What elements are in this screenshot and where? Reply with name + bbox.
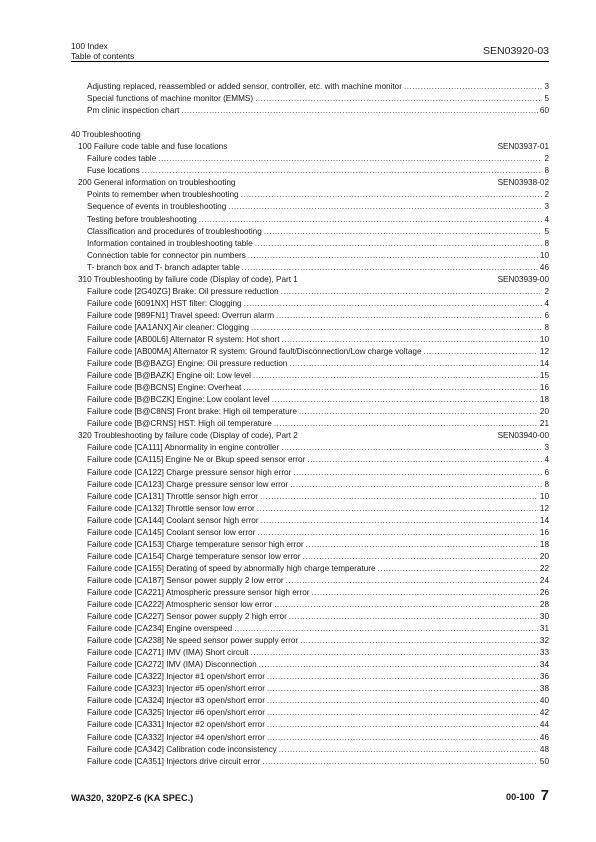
footer-page-info — [506, 787, 549, 804]
toc-entry-title: Failure code [CA187] Sensor power supply 2 low error — [87, 575, 284, 585]
toc-entry[interactable] — [71, 491, 549, 503]
toc-entry-title: Failure code [CA132] Throttle sensor low error — [87, 503, 255, 513]
toc-entry-title: Failure code [AA1ANX] Air cleaner: Clogging — [87, 322, 250, 332]
toc-entry-title: Failure code [6091NX] HST filter: Clogging — [87, 298, 242, 308]
toc-entry-page: 32 — [539, 636, 549, 646]
toc-entry-title: Failure code [CA331] Injector #2 open/short error — [87, 720, 265, 730]
toc-entry-title: Failure code [CA238] Ne speed sensor power supply error — [87, 636, 299, 646]
toc-entry-page: 48 — [539, 744, 549, 754]
dot-leader — [199, 214, 543, 226]
dot-leader — [181, 105, 538, 117]
dot-leader — [289, 611, 538, 623]
toc-entry[interactable] — [71, 587, 549, 599]
toc-entry[interactable] — [71, 611, 549, 623]
dot-leader — [257, 503, 538, 515]
toc-entry[interactable] — [71, 201, 549, 213]
subsection-doc-code: SEN03937-01 — [497, 142, 549, 152]
toc-entry-title: Adjusting replaced, reassembled or added sensor, controller, etc. with machine monitor — [87, 82, 402, 91]
header-index-label: 100 Index — [71, 41, 108, 51]
toc-entry-page: 8 — [544, 479, 549, 489]
subsection-title: 200 General information on troubleshooting — [78, 178, 236, 188]
toc-entry-page: 10 — [539, 250, 549, 260]
toc-entry-title: Pm clinic inspection chart — [87, 106, 180, 116]
subsection-heading[interactable] — [71, 274, 549, 286]
toc-entry-page: 3 — [544, 443, 549, 453]
dot-leader — [274, 418, 538, 430]
toc-entry-page: 3 — [544, 82, 549, 91]
toc-entry-page: 60 — [539, 106, 549, 116]
toc-entry-page: 26 — [539, 587, 549, 597]
toc-entry[interactable] — [71, 695, 549, 707]
toc-entry[interactable] — [71, 165, 549, 177]
toc-entry-page: 40 — [539, 696, 549, 706]
toc-entry-title: Connection table for connector pin numbers — [87, 250, 246, 260]
toc-entry-title: Failure code [CA323] Injector #5 open/short error — [87, 684, 265, 694]
toc-entry[interactable] — [71, 744, 549, 756]
toc-entry-title: Classification and procedures of troubleshooting — [87, 226, 262, 236]
dot-leader — [281, 286, 543, 298]
subsection-title: 310 Troubleshooting by failure code (Display of code), Part 1 — [78, 274, 298, 284]
toc-entry[interactable] — [71, 551, 549, 563]
toc-entry[interactable] — [71, 346, 549, 358]
toc-entry-title: Failure code [CA222] Atmospheric sensor low error — [87, 600, 273, 610]
subsection-doc-code: SEN03940-00 — [497, 431, 549, 441]
toc-entry-page: 2 — [544, 286, 549, 296]
toc-entry[interactable] — [71, 575, 549, 587]
dot-leader — [158, 153, 542, 165]
toc-entry[interactable] — [71, 394, 549, 406]
toc-entry-page: 31 — [539, 624, 549, 634]
toc-entry-title: Failure code [AB00L6] Alternator R system: Hot short — [87, 334, 280, 344]
subsection-doc-code: SEN03939-00 — [497, 274, 549, 284]
toc-entry-page: 10 — [539, 491, 549, 501]
toc-entry-title: Failure code [CA342] Calibration code inconsistency — [87, 744, 277, 754]
toc-entry[interactable] — [71, 226, 549, 238]
toc-entry[interactable] — [71, 153, 549, 165]
toc-entry[interactable] — [71, 105, 549, 117]
toc-entry-title: Fuse locations — [87, 166, 140, 176]
toc-entry[interactable] — [71, 503, 549, 515]
page-header-title — [71, 42, 134, 61]
dot-leader — [267, 719, 538, 731]
toc-entry[interactable] — [71, 635, 549, 647]
dot-leader — [267, 695, 538, 707]
toc-entry-title: Failure code [B@BAZG] Engine: Oil pressure reduction — [87, 359, 288, 369]
dot-leader — [241, 189, 543, 201]
toc-entry-page: 4 — [544, 455, 549, 465]
toc-entry[interactable] — [71, 515, 549, 527]
toc-entry-title: Failure code [CA322] Injector #1 open/short error — [87, 672, 265, 682]
toc-entry-page: 14 — [539, 515, 549, 525]
dot-leader — [267, 683, 538, 695]
toc-entry-page: 4 — [544, 298, 549, 308]
toc-entry-page: 14 — [539, 359, 549, 369]
toc-entry[interactable] — [71, 756, 549, 768]
toc-entry-title: Failure code [B@C8NS] Front brake: High oil temperature — [87, 407, 297, 417]
toc-entry[interactable] — [71, 418, 549, 430]
toc-entry-title: Failure code [CA324] Injector #3 open/short error — [87, 696, 265, 706]
toc-entry-title: Failure code [CA123] Charge pressure sensor low error — [87, 479, 289, 489]
dot-leader — [290, 479, 542, 491]
subsection-title: 320 Troubleshooting by failure code (Display of code), Part 2 — [78, 431, 298, 441]
toc-entry-page: 6 — [544, 467, 549, 477]
toc-entry-page: 15 — [539, 371, 549, 381]
toc-entry-page: 36 — [539, 672, 549, 682]
toc-entry-title: Failure code [CA227] Sensor power supply 2 high error — [87, 612, 287, 622]
dot-leader — [243, 382, 537, 394]
toc-entry-title: Points to remember when troubleshooting — [87, 190, 239, 200]
subsection-heading[interactable] — [71, 177, 549, 189]
subsection-heading[interactable] — [71, 141, 549, 153]
dot-leader — [248, 250, 538, 262]
toc-entry-page: 2 — [544, 190, 549, 200]
dot-leader — [257, 527, 538, 539]
toc-entry-page: 50 — [539, 756, 549, 766]
toc-entry-page: 2 — [544, 154, 549, 164]
toc-entry-title: Sequence of events in troubleshooting — [87, 202, 227, 212]
toc-entry[interactable] — [71, 382, 549, 394]
dot-leader — [272, 394, 538, 406]
toc-entry[interactable] — [71, 262, 549, 274]
toc-entry-title: Special functions of machine monitor (EMMS) — [87, 94, 254, 104]
toc-entry-page: 18 — [539, 395, 549, 405]
toc-entry-page: 28 — [539, 600, 549, 610]
toc-entry-title: Failure code [B@BCNS] Engine: Overheat — [87, 383, 242, 393]
toc-entry-page: 16 — [539, 527, 549, 537]
toc-entry[interactable] — [71, 214, 549, 226]
dot-leader — [300, 635, 538, 647]
dot-leader — [264, 226, 543, 238]
toc-entry[interactable] — [71, 683, 549, 695]
dot-leader — [244, 298, 543, 310]
toc-entry-title: Failure code [CA115] Engine Ne or Bkup speed sensor error — [87, 455, 306, 465]
toc-entry-page: 33 — [539, 648, 549, 658]
toc-entry-title: Failure code [B@BAZK] Engine oil: Low level — [87, 371, 251, 381]
toc-entry[interactable] — [71, 358, 549, 370]
toc-entry[interactable] — [71, 93, 549, 105]
toc-entry[interactable] — [71, 599, 549, 611]
dot-leader — [251, 322, 542, 334]
toc-entry[interactable] — [71, 189, 549, 201]
dot-leader — [234, 623, 538, 635]
footer-page-number: 7 — [540, 787, 549, 804]
dot-leader — [282, 334, 538, 346]
toc-entry-title: Failure code [CA111] Abnormality in engine controller — [87, 443, 280, 453]
toc-entry[interactable] — [71, 298, 549, 310]
toc-entry-page: 22 — [539, 563, 549, 573]
dot-leader — [228, 201, 542, 213]
toc-entry-title: Failure code [CA221] Atmospheric pressure sensor high error — [87, 587, 310, 597]
toc-entry-page: 5 — [544, 226, 549, 236]
toc-entry-page: 8 — [544, 322, 549, 332]
toc-entry-page: 46 — [539, 262, 549, 272]
toc-entry-page: 10 — [539, 334, 549, 344]
toc-entry-title: Failure code [CA131] Throttle sensor high error — [87, 491, 258, 501]
section-heading: 40 Troubleshooting — [71, 130, 141, 140]
dot-leader — [267, 732, 538, 744]
dot-leader — [255, 238, 543, 250]
toc-entry-title: Failure code [CA154] Charge temperature sensor low error — [87, 551, 301, 561]
toc-entry-page: 20 — [539, 407, 549, 417]
toc-entry[interactable] — [71, 732, 549, 744]
dot-leader — [261, 515, 538, 527]
dot-leader — [253, 370, 538, 382]
toc-entry-title: Information contained in troubleshooting table — [87, 238, 253, 248]
dot-leader — [279, 744, 538, 756]
dot-leader — [306, 539, 538, 551]
toc-entry-page: 42 — [539, 708, 549, 718]
subsection-heading[interactable] — [71, 430, 549, 442]
toc-entry[interactable] — [71, 479, 549, 491]
toc-entry-page: 12 — [539, 503, 549, 513]
toc-entry[interactable] — [71, 659, 549, 671]
toc-entry-title: Failure code [CA155] Derating of speed by abnormally high charge temperature — [87, 563, 376, 573]
toc-entry-title: Failure code [CA271] IMV (IMA) Short circuit — [87, 648, 249, 658]
header-doc-code: SEN03920-03 — [483, 45, 549, 57]
toc-entry[interactable] — [71, 671, 549, 683]
dot-leader — [302, 551, 537, 563]
toc-entry-title: Failure code [CA234] Engine overspeed — [87, 624, 233, 634]
toc-entry[interactable] — [71, 286, 549, 298]
toc-entry-page: 5 — [544, 94, 549, 104]
toc-entry-page: 16 — [539, 383, 549, 393]
toc-entry-page: 44 — [539, 720, 549, 730]
dot-leader — [299, 406, 538, 418]
footer-section-code: 00-100 — [506, 792, 535, 802]
dot-leader — [281, 442, 542, 454]
toc-entry-page: 8 — [544, 166, 549, 176]
footer-model: WA320, 320PZ-6 (KA SPEC.) — [71, 793, 194, 803]
toc-entry-page: 20 — [539, 551, 549, 561]
toc-entry-title: Failure code [AB00MA] Alternator R system: Ground fault/Disconnection/Low charge voltage — [87, 347, 422, 357]
dot-leader — [307, 454, 542, 466]
toc-entry-title: Failure code [B@CRNS] HST: High oil temperature — [87, 419, 272, 429]
toc-entry[interactable] — [71, 322, 549, 334]
toc-entry-page: 24 — [539, 575, 549, 585]
toc-entry[interactable] — [71, 454, 549, 466]
toc-entry-page: 6 — [544, 310, 549, 320]
spacer — [71, 117, 549, 129]
dot-leader — [142, 165, 543, 177]
toc-entry-page: 8 — [544, 238, 549, 248]
toc-entry-title: T- branch box and T- branch adapter table — [87, 262, 240, 272]
toc-entry-title: Failure code [B@BCZK] Engine: Low coolant level — [87, 395, 270, 405]
toc-entry[interactable] — [71, 310, 549, 322]
toc-entry[interactable] — [71, 406, 549, 418]
toc-entry[interactable] — [71, 250, 549, 262]
toc-entry[interactable] — [71, 539, 549, 551]
toc-entry[interactable] — [71, 707, 549, 719]
toc-entry[interactable] — [71, 334, 549, 346]
dot-leader — [378, 563, 538, 575]
toc-entry[interactable] — [71, 370, 549, 382]
dot-leader — [404, 81, 543, 93]
toc-entry-title: Failure code [CA145] Coolant sensor low error — [87, 527, 256, 537]
toc-entry[interactable] — [71, 527, 549, 539]
dot-leader — [289, 358, 538, 370]
toc-entry-title: Failure codes table — [87, 154, 157, 164]
subsection-doc-code: SEN03938-02 — [497, 178, 549, 188]
toc-entry-title: Testing before troubleshooting — [87, 214, 197, 224]
header-toc-label: Table of contents — [71, 50, 135, 61]
toc-entry[interactable] — [71, 238, 549, 250]
toc-entry-title: Failure code [CA144] Coolant sensor high error — [87, 515, 259, 525]
dot-leader — [293, 467, 542, 479]
toc-entry-page: 46 — [539, 732, 549, 742]
toc-entry[interactable] — [71, 467, 549, 479]
toc-entry-page: 30 — [539, 612, 549, 622]
toc-entry-page: 4 — [544, 214, 549, 224]
toc-entry[interactable] — [71, 81, 549, 93]
dot-leader — [267, 707, 538, 719]
header-divider — [71, 61, 549, 62]
toc-entry[interactable] — [71, 442, 549, 454]
toc-entry-title: Failure code [CA332] Injector #4 open/short error — [87, 732, 265, 742]
dot-leader — [424, 346, 538, 358]
toc-entry-page: 3 — [544, 202, 549, 212]
dot-leader — [251, 647, 538, 659]
subsection-title: 100 Failure code table and fuse locations — [78, 142, 228, 152]
toc-entry-title: Failure code [CA153] Charge temperature sensor high error — [87, 539, 304, 549]
toc-entry-title: Failure code [CA325] Injector #6 open/short error — [87, 708, 265, 718]
toc-entry-page: 38 — [539, 684, 549, 694]
toc-entry[interactable] — [71, 563, 549, 575]
toc-entry[interactable] — [71, 647, 549, 659]
toc-entry-title: Failure code [CA272] IMV (IMA) Disconnection — [87, 660, 257, 670]
dot-leader — [286, 575, 538, 587]
toc-entry-title: Failure code [CA351] Injectors drive circuit error — [87, 756, 261, 766]
toc-entry-page: 34 — [539, 660, 549, 670]
toc-entry-title: Failure code [2G40ZG] Brake: Oil pressure reduction — [87, 286, 279, 296]
toc-entry-page: 18 — [539, 539, 549, 549]
dot-leader — [259, 659, 538, 671]
dot-leader — [276, 310, 542, 322]
toc-entry-page: 12 — [539, 347, 549, 357]
table-of-contents — [71, 81, 549, 768]
toc-entry-page: 21 — [539, 419, 549, 429]
dot-leader — [262, 756, 538, 768]
toc-entry-title: Failure code [CA122] Charge pressure sensor high error — [87, 467, 292, 477]
toc-entry[interactable] — [71, 623, 549, 635]
dot-leader — [242, 262, 538, 274]
toc-entry[interactable] — [71, 719, 549, 731]
dot-leader — [267, 671, 538, 683]
dot-leader — [274, 599, 538, 611]
dot-leader — [312, 587, 538, 599]
dot-leader — [255, 93, 542, 105]
toc-entry-title: Failure code [989FN1] Travel speed: Overrun alarm — [87, 310, 275, 320]
dot-leader — [260, 491, 538, 503]
